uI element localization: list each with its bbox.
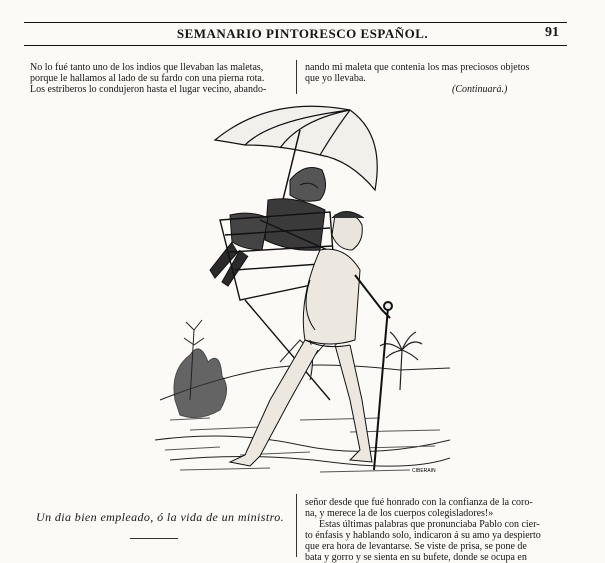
text-line: to énfasis y hablando solo, indicaron á su amo ya despierto xyxy=(305,530,541,541)
top-left-column xyxy=(30,62,285,95)
text-line: señor desde que fué honrado con la confianza de la coro- xyxy=(305,497,533,508)
illustration-signature: CIBERAIN xyxy=(412,468,436,474)
article-body-column xyxy=(305,497,567,563)
masthead-title: SEMANARIO PINTORESCO ESPAÑOL. xyxy=(176,26,429,41)
text-line: porque le hallamos al lado de su fardo con una pierna rota. xyxy=(30,73,265,84)
title-rule xyxy=(130,538,178,539)
shrubs-left xyxy=(174,320,227,418)
text-line: que yo llevaba. xyxy=(305,73,366,84)
page-number: 91 xyxy=(545,25,559,40)
top-right-column xyxy=(305,62,565,84)
text-line: Estas últimas palabras que pronunciaba Pablo con cier- xyxy=(319,519,540,530)
text-line: que era hora de levantarse. Se viste de prisa, se pone de xyxy=(305,541,527,552)
text-line: Los estriberos lo condujeron hasta el lugar vecino, abando- xyxy=(30,84,267,95)
text-line: na, y merece la de los cuerpos colegisladores!» xyxy=(305,508,494,519)
text-line: No lo fué tanto uno de los indios que llevaban las maletas, xyxy=(30,62,264,73)
column-divider xyxy=(296,494,297,557)
text-line: bata y gorro y se sienta en su bufete, donde se ocupa en xyxy=(305,552,527,563)
text-line: nando mi maleta que contenia los mas preciosos objetos xyxy=(305,62,530,73)
header-top-rule xyxy=(24,22,567,23)
header-bottom-rule xyxy=(24,45,567,46)
palm-tree-right xyxy=(380,332,422,390)
column-divider xyxy=(296,60,297,94)
article-title: Un dia bien empleado, ó la vida de un ministro. xyxy=(36,510,284,524)
engraving-illustration xyxy=(150,100,450,480)
walking-staff xyxy=(374,302,392,470)
continued-note: (Continuará.) xyxy=(452,84,508,95)
